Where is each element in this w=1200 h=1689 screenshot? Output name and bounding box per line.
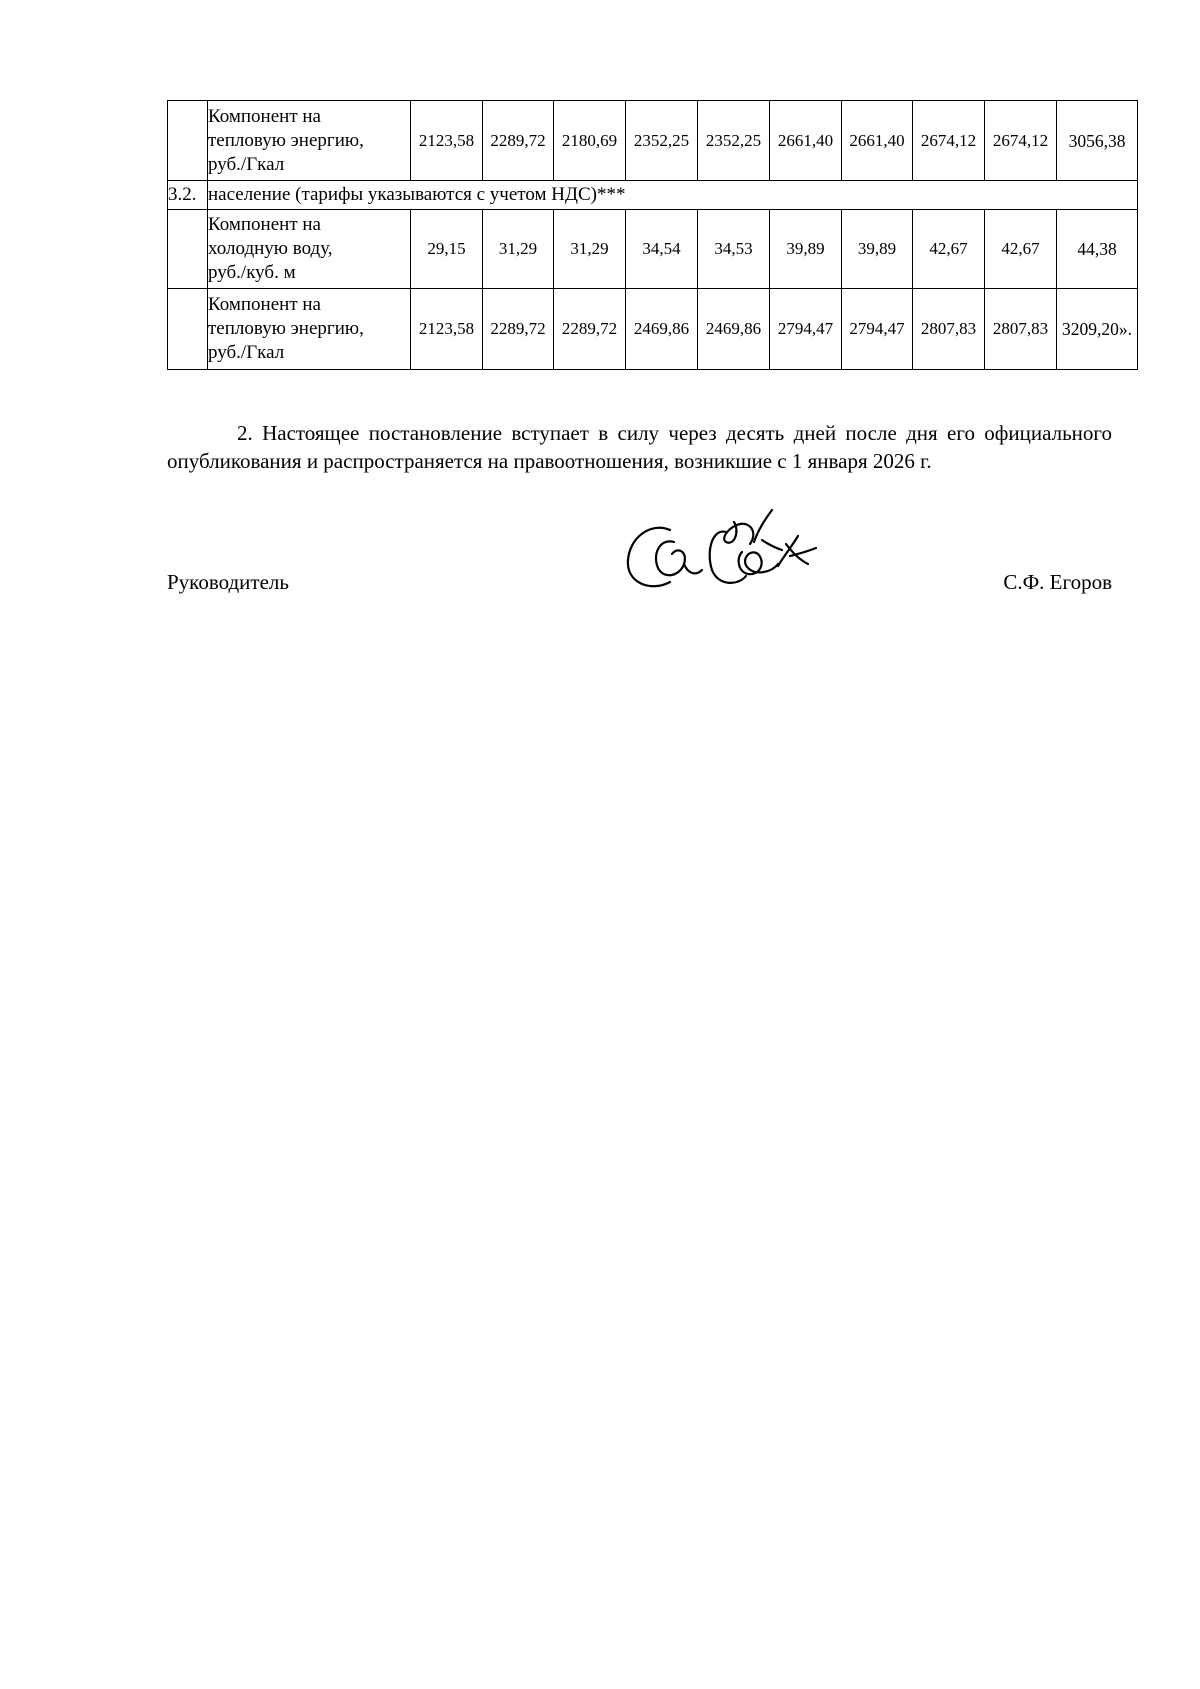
group-label: население (тарифы указываются с учетом НДС)*** <box>208 181 1138 210</box>
signatory-position: Руководитель <box>167 570 289 594</box>
table-cell: 39,89 <box>770 210 842 289</box>
table-cell: 2289,72 <box>483 289 554 370</box>
table-cell: 29,15 <box>411 210 483 289</box>
table-cell: 2352,25 <box>626 101 698 181</box>
table-row <box>168 101 1138 181</box>
table-cell: 2794,47 <box>842 289 913 370</box>
table-cell: 42,67 <box>913 210 985 289</box>
row-label-line: тепловую энергию, <box>208 129 364 151</box>
row-label-line: тепловую энергию, <box>208 318 364 339</box>
row-label-line: Компонент на <box>208 214 321 235</box>
table-cell: 2289,72 <box>483 101 554 181</box>
table-group-row <box>168 181 1138 210</box>
row-index: 3.2. <box>168 181 208 210</box>
row-label <box>208 101 411 181</box>
table-cell: 2674,12 <box>913 101 985 181</box>
tariff-table <box>167 100 1138 370</box>
table-cell: 3209,20». <box>1057 289 1138 370</box>
effective-date-paragraph: 2. Настоящее постановление вступает в силу через десять дней после дня его официального опубликования и распространяется на правоотношения, возникшие с 1 января 2026 г. <box>167 421 1112 473</box>
table-cell: 2469,86 <box>626 289 698 370</box>
table-cell: 34,54 <box>626 210 698 289</box>
row-label-line: руб./Гкал <box>208 153 285 175</box>
table-cell: 2180,69 <box>554 101 626 181</box>
table-cell: 2289,72 <box>554 289 626 370</box>
table-cell: 42,67 <box>985 210 1057 289</box>
table-cell: 2794,47 <box>770 289 842 370</box>
table-cell: 31,29 <box>483 210 554 289</box>
table-cell: 2674,12 <box>985 101 1057 181</box>
table-row <box>168 289 1138 370</box>
table-cell: 2123,58 <box>411 101 483 181</box>
row-label-line: Компонент на <box>208 105 321 127</box>
table-cell: 31,29 <box>554 210 626 289</box>
tariff-table-body <box>168 101 1138 370</box>
row-index <box>168 210 208 289</box>
row-label-line: Компонент на <box>208 294 321 315</box>
table-cell: 3056,38 <box>1057 101 1138 181</box>
handwritten-signature-icon <box>622 502 832 602</box>
table-cell: 2807,83 <box>913 289 985 370</box>
table-cell: 2661,40 <box>842 101 913 181</box>
row-label <box>208 210 411 289</box>
table-cell: 2123,58 <box>411 289 483 370</box>
table-cell: 2469,86 <box>698 289 770 370</box>
row-label-line: руб./Гкал <box>208 342 285 363</box>
table-row <box>168 210 1138 289</box>
row-label-line: руб./куб. м <box>208 262 296 283</box>
row-label-line: холодную воду, <box>208 238 333 259</box>
table-cell: 34,53 <box>698 210 770 289</box>
table-cell: 2661,40 <box>770 101 842 181</box>
row-index <box>168 289 208 370</box>
row-label <box>208 289 411 370</box>
table-cell: 2807,83 <box>985 289 1057 370</box>
signatory-name: С.Ф. Егоров <box>1003 570 1112 594</box>
table-cell: 39,89 <box>842 210 913 289</box>
row-index <box>168 101 208 181</box>
table-cell: 2352,25 <box>698 101 770 181</box>
table-cell: 44,38 <box>1057 210 1138 289</box>
